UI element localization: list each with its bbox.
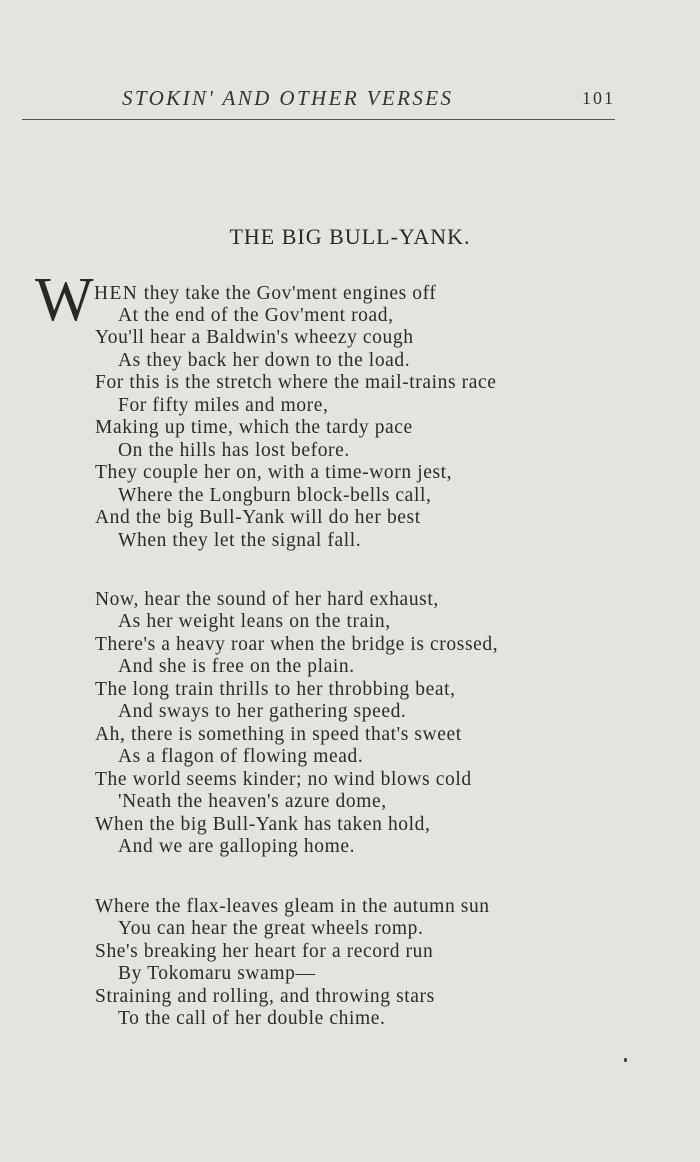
poem-line: Making up time, which the tardy pace [95,417,413,438]
poem-line: There's a heavy roar when the bridge is crossed, [95,634,499,655]
page-number: 101 [582,88,615,108]
poem-title: THE BIG BULL-YANK. [229,224,471,249]
poem-line: The long train thrills to her throbbing beat, [95,679,456,700]
poem-line: And the big Bull-Yank will do her best [95,507,421,528]
poem-line: And she is free on the plain. [118,656,355,677]
running-head [22,86,615,112]
first-line-smallcaps: HEN [94,283,139,304]
header-rule [22,119,615,120]
drop-cap: W [35,266,94,334]
poem-line: For this is the stretch where the mail-trains race [95,372,497,393]
poem-line: As they back her down to the load. [118,350,411,371]
poem-line: You can hear the great wheels romp. [118,918,424,939]
ink-speck [624,1058,627,1062]
poem-line: On the hills has lost before. [118,440,350,461]
poem-line: She's breaking her heart for a record run [95,941,434,962]
poem-line: The world seems kinder; no wind blows cold [95,769,472,790]
poem-line: For fifty miles and more, [118,395,329,416]
poem-line: As her weight leans on the train, [118,611,391,632]
poem-line: To the call of her double chime. [118,1008,386,1029]
poem-line: When they let the signal fall. [118,530,362,551]
poem-line-first [94,283,436,305]
poem-line: When the big Bull-Yank has taken hold, [95,814,431,835]
poem-line: As a flagon of flowing mead. [118,746,364,767]
poem-line: Where the Longburn block-bells call, [118,485,432,506]
poem-line: Straining and rolling, and throwing stars [95,986,435,1007]
poem-line: 'Neath the heaven's azure dome, [118,791,387,812]
poem-line: Where the flax-leaves gleam in the autumn sun [95,896,490,917]
poem-line: And we are galloping home. [118,836,356,857]
poem-line: You'll hear a Baldwin's wheezy cough [95,327,414,348]
poem-line: And sways to her gathering speed. [118,701,407,722]
poem-line: At the end of the Gov'ment road, [118,305,394,326]
poem-line: Now, hear the sound of her hard exhaust, [95,589,439,610]
running-title: STOKIN' AND OTHER VERSES [122,86,454,110]
poem-line: By Tokomaru swamp— [118,963,316,984]
first-line-rest: they take the Gov'ment engines off [138,283,437,304]
poem-line: They couple her on, with a time-worn jest, [95,462,453,483]
poem-line: Ah, there is something in speed that's sweet [95,724,462,745]
